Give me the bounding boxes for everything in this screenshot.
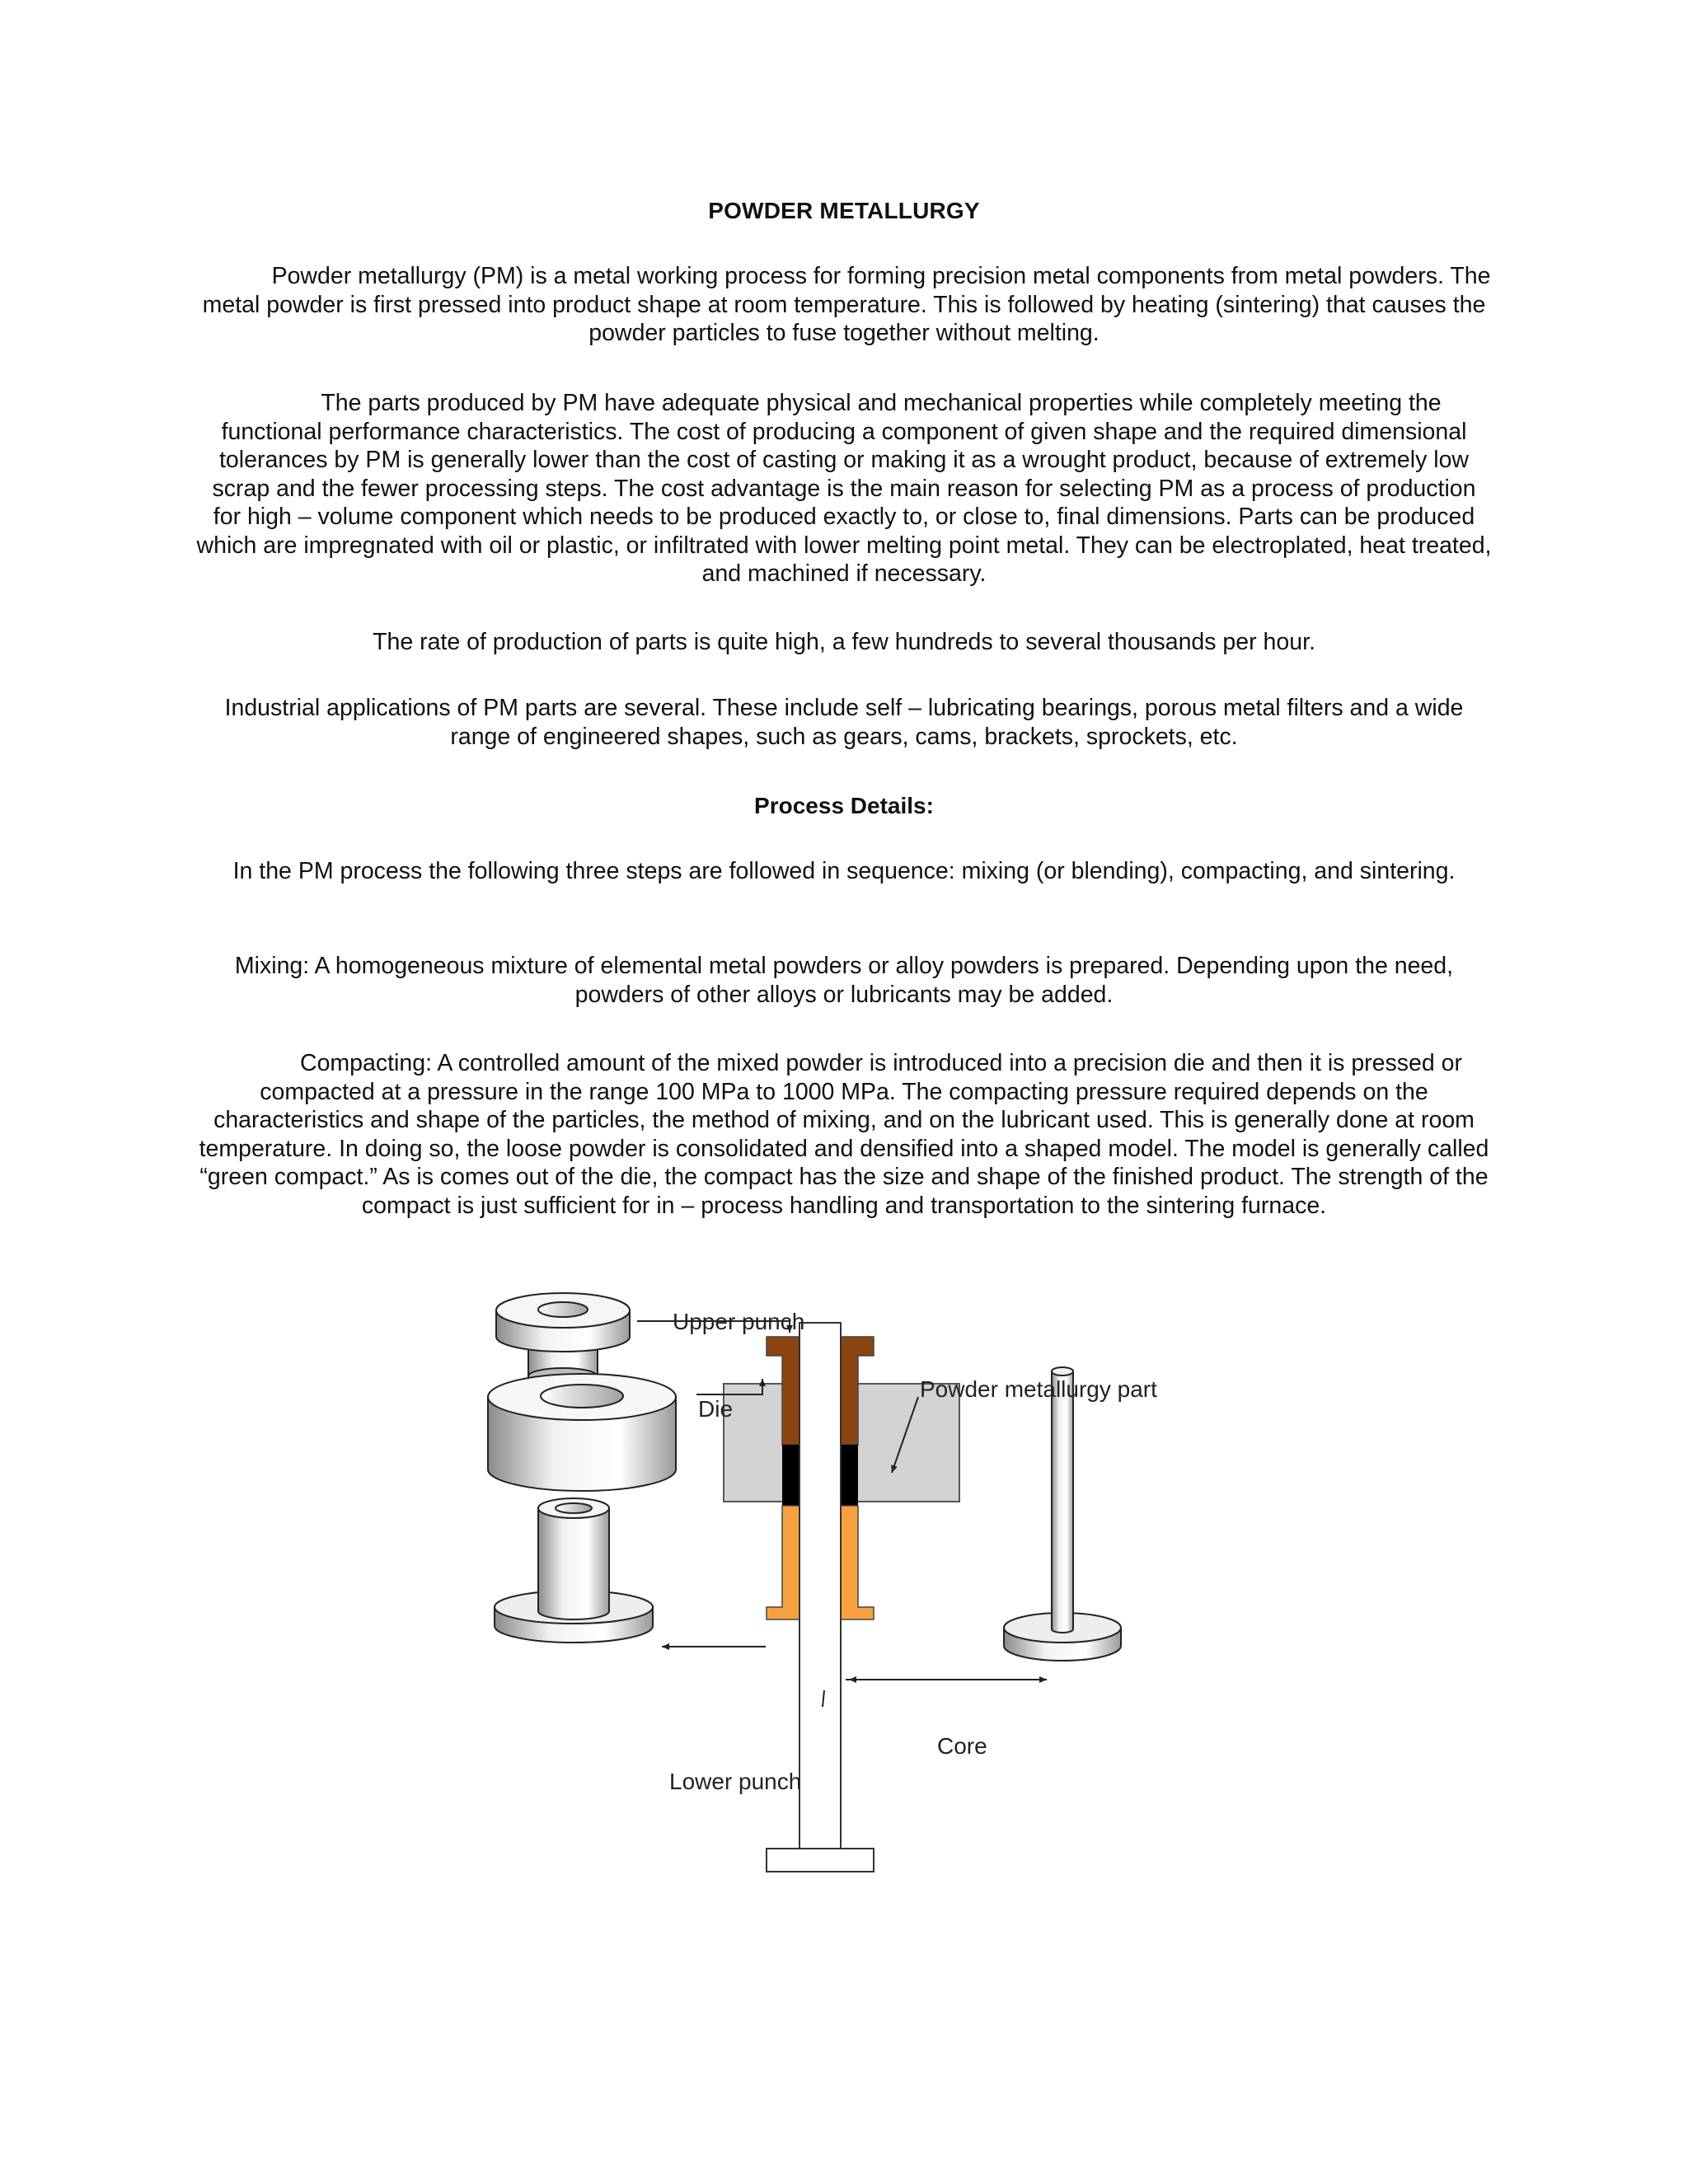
steps-paragraph bbox=[196, 857, 1492, 886]
intro-paragraph bbox=[196, 262, 1492, 348]
upper-punch-3d bbox=[496, 1293, 630, 1385]
process-details-heading: Process Details: bbox=[754, 793, 934, 818]
mixing-text: Mixing: A homogeneous mixture of elemental metal powders or alloy powders is prepared. Depending upon the need, powders of other alloys or lubricants may be added. bbox=[234, 953, 1454, 1008]
die-3d bbox=[488, 1374, 676, 1491]
properties-text: The parts produced by PM have adequate physical and mechanical properties while completely meeting the functional performance characteristics. The cost of producing a component of given shape and the required dimensional tolerances by PM is generally lower than the cost of casting or making it as a wrought product, because of extremely low scrap and the fewer processing steps. The cost advantage is the main reason for selecting PM as a process of production for high – volume component which needs to be produced exactly to, or close to, final dimensions. Parts can be produced which are impregnated with oil or plastic, or infiltrated with lower melting point metal. They can be electroplated, heat treated, and machined if necessary. bbox=[196, 390, 1492, 587]
core-section bbox=[799, 1323, 841, 1863]
powder-part-left bbox=[782, 1445, 799, 1506]
lower-punch-3d bbox=[495, 1498, 653, 1643]
rate-text: The rate of production of parts is quite high, a few hundreds to several thousands per hour. bbox=[373, 629, 1315, 655]
intro-text: Powder metallurgy (PM) is a metal working process for forming precision metal components from metal powders. The metal powder is first pressed into product shape at room temperature. This is followed by heating (sintering) that causes the powder particles to fuse together without melting. bbox=[202, 263, 1491, 346]
steps-text: In the PM process the following three steps are followed in sequence: mixing (or blending), compacting, and sintering. bbox=[232, 858, 1456, 884]
properties-paragraph bbox=[196, 389, 1492, 588]
powder-part-label: Powder metallurgy part bbox=[920, 1376, 1157, 1402]
applications-paragraph bbox=[196, 694, 1492, 751]
powder-compaction-diagram bbox=[486, 1290, 1203, 1891]
core-base-section bbox=[767, 1849, 874, 1872]
upper-punch-label: Upper punch bbox=[673, 1309, 805, 1334]
lower-punch-section-right bbox=[841, 1506, 874, 1619]
core-label: Core bbox=[937, 1733, 987, 1759]
applications-text: Industrial applications of PM parts are several. These include self – lubricating bearings, porous metal filters and a wide range of engineered shapes, such as gears, cams, brackets, sprockets, etc. bbox=[224, 695, 1464, 750]
lower-punch-label: Lower punch bbox=[669, 1769, 802, 1794]
document-title: POWDER METALLURGY bbox=[708, 198, 980, 223]
powder-part-right bbox=[841, 1445, 858, 1506]
core-3d bbox=[1004, 1367, 1121, 1661]
compacting-paragraph bbox=[196, 1049, 1492, 1220]
rate-paragraph bbox=[196, 628, 1492, 657]
die-label: Die bbox=[698, 1396, 734, 1422]
mixing-paragraph bbox=[196, 952, 1492, 1009]
lower-punch-section-left bbox=[767, 1506, 799, 1619]
compacting-text: Compacting: A controlled amount of the mixed powder is introduced into a precision die and then it is pressed or compacted at a pressure in the range 100 MPa to 1000 MPa. The compacting pressure required depends on the characteristics and shape of the particles, the method of mixing, and on the lubricant used. This is generally done at room temperature. In doing so, the loose powder is consolidated and densified into a shaped model. The model is generally called “green compact.” As is comes out of the die, the compact has the size and shape of the finished product. The strength of the compact is just sufficient for in – process handling and transportation to the sintering furnace. bbox=[199, 1050, 1489, 1219]
